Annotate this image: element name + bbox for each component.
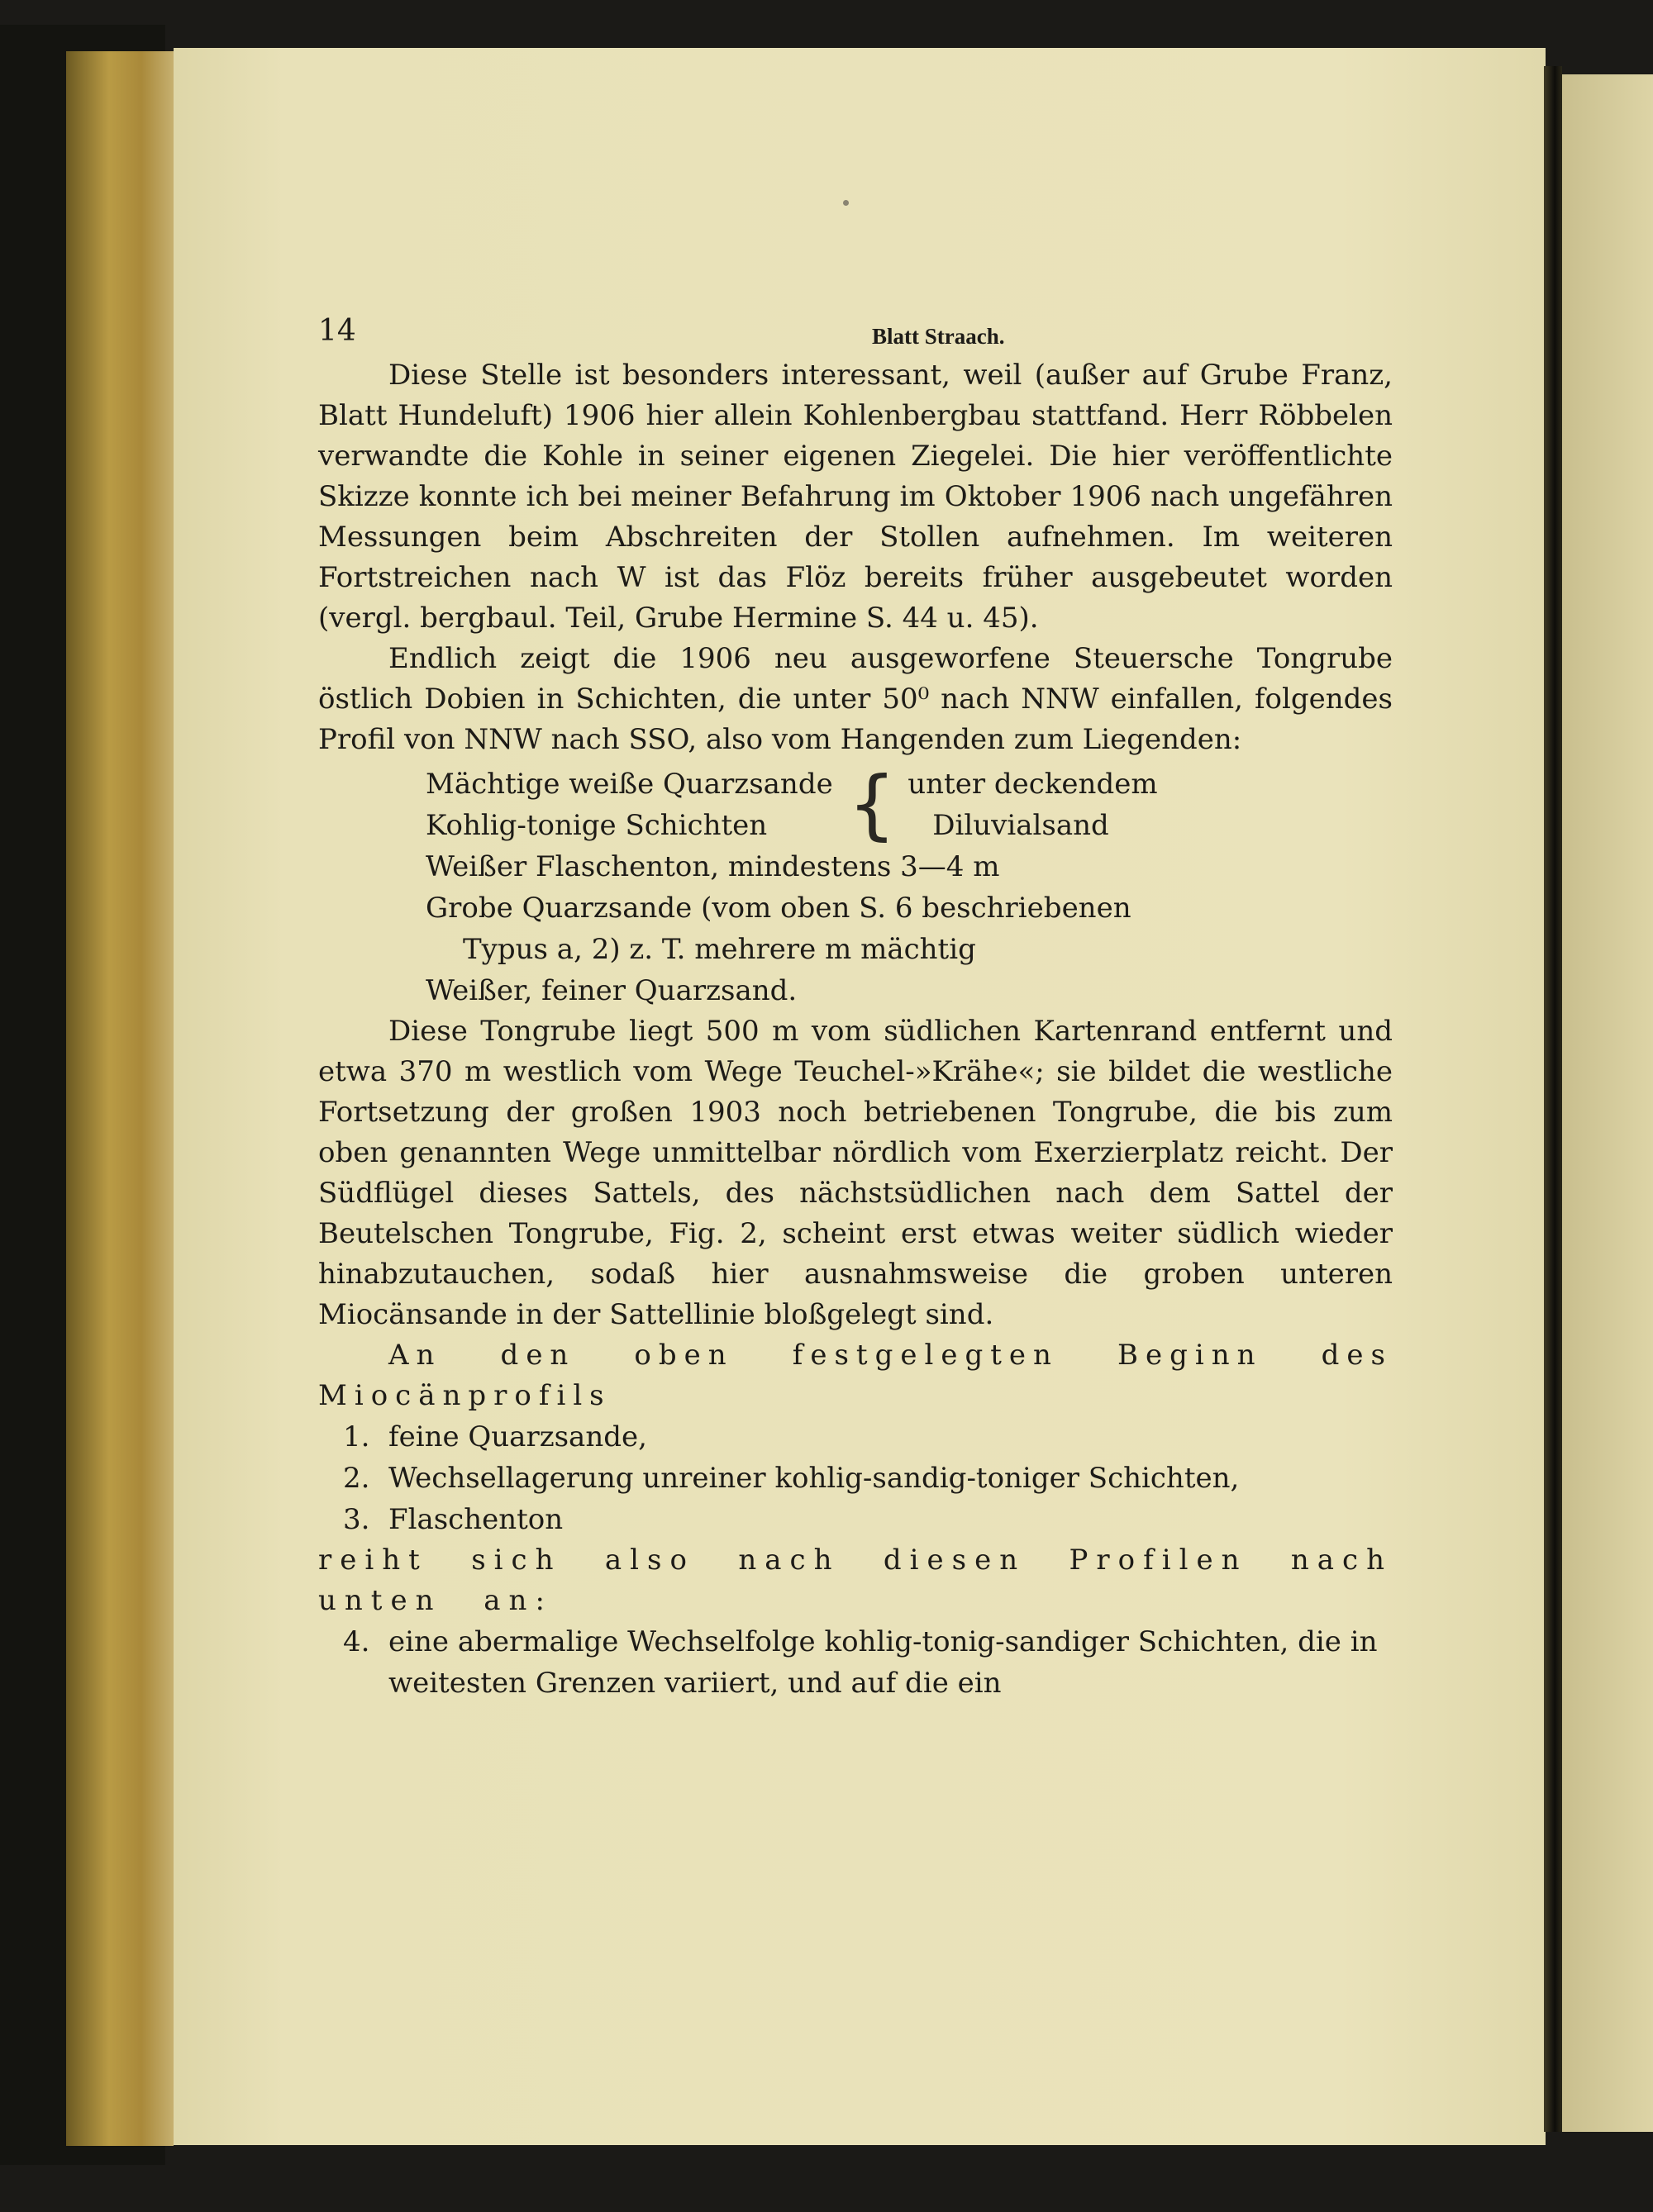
page-text	[318, 314, 1393, 1704]
paragraph-2: Endlich zeigt die 1906 neu ausgeworfene Steuersche Tongrube östlich Dobien in Schichten, die unter 50⁰ nach NNW einfallen, folgendes Profil von NNW nach SSO, also vom Hangenden zum Liegenden:	[318, 642, 1393, 756]
profile-row: Mächtige weiße Quarzsande	[426, 768, 833, 801]
paragraph-5: reiht sich also nach diesen Profilen nach unten an:	[318, 1544, 1393, 1617]
profile-row: Grobe Quarzsande (vom oben S. 6 beschriebenen	[426, 892, 1131, 925]
profile-list	[426, 760, 1393, 1011]
curly-brace-icon: {	[847, 760, 897, 849]
page-number: 14	[318, 314, 356, 348]
paragraph-3: Diese Tongrube liegt 500 m vom südlichen Kartenrand entfernt und etwa 370 m westlich vom Wege Teuchel-»Krähe«; sie bildet die westliche Fortsetzung der großen 1903 noch betriebenen Tongrube, die bis zum oben genannten Wege unmittelbar nördlich vom Exerzierplatz reicht. Der Südflügel dieses Sattels, des nächstsüdlichen nach dem Sattel der Beutelschen Tongrube, Fig. 2, scheint erst etwas weiter südlich wieder hinabzutauchen, sodaß hier ausnahmsweise die groben unteren Miocänsande in der Sattellinie bloßgelegt sind.	[318, 1015, 1393, 1331]
running-head: Blatt Straach.	[872, 324, 1005, 349]
facing-page-edge	[1562, 74, 1653, 2132]
numbered-list	[318, 1416, 1393, 1540]
brace-group	[426, 760, 1393, 849]
page-header	[318, 314, 1393, 355]
paragraph-1: Diese Stelle ist besonders interessant, weil (außer auf Grube Franz, Blatt Hundeluft) 1906 hier allein Kohlenbergbau stattfand. Herr Röbbelen verwandte die Kohle in seiner eigenen Ziegelei. Die hier veröffentlichte Skizze konnte ich bei meiner Befahrung im Oktober 1906 nach ungefähren Messungen beim Abschreiten der Stollen aufnehmen. Im weiteren Fortstreichen nach W ist das Flöz bereits früher ausgebeutet worden (vergl. bergbaul. Teil, Grube Hermine S. 44 u. 45).	[318, 359, 1393, 635]
paper-speck	[843, 200, 849, 206]
brace-note: Diluvialsand	[932, 809, 1109, 842]
profile-row: Weißer, feiner Quarzsand.	[426, 974, 798, 1007]
brace-note: unter deckendem	[907, 768, 1158, 801]
numbered-list-continued	[318, 1621, 1393, 1704]
profile-row: Kohlig-tonige Schichten	[426, 809, 768, 842]
profile-row: Weißer Flaschenton, mindestens 3—4 m	[426, 850, 1000, 883]
page-edges	[66, 51, 174, 2146]
list-item: 4. eine abermalige Wechselfolge kohlig-tonig-sandiger Schichten, die in weitesten Grenzen variiert, und auf die ein	[343, 1625, 1378, 1700]
list-item: 2. Wechsellagerung unreiner kohlig-sandig-toniger Schichten,	[343, 1462, 1240, 1495]
profile-row-continuation: Typus a, 2) z. T. mehrere m mächtig	[463, 933, 976, 966]
book-gutter	[1544, 66, 1562, 2132]
list-item: 3. Flaschenton	[343, 1503, 564, 1536]
list-item: 1. feine Quarzsande,	[343, 1420, 647, 1453]
paragraph-4: An den oben festgelegten Beginn des Miocänprofils	[318, 1339, 1393, 1412]
